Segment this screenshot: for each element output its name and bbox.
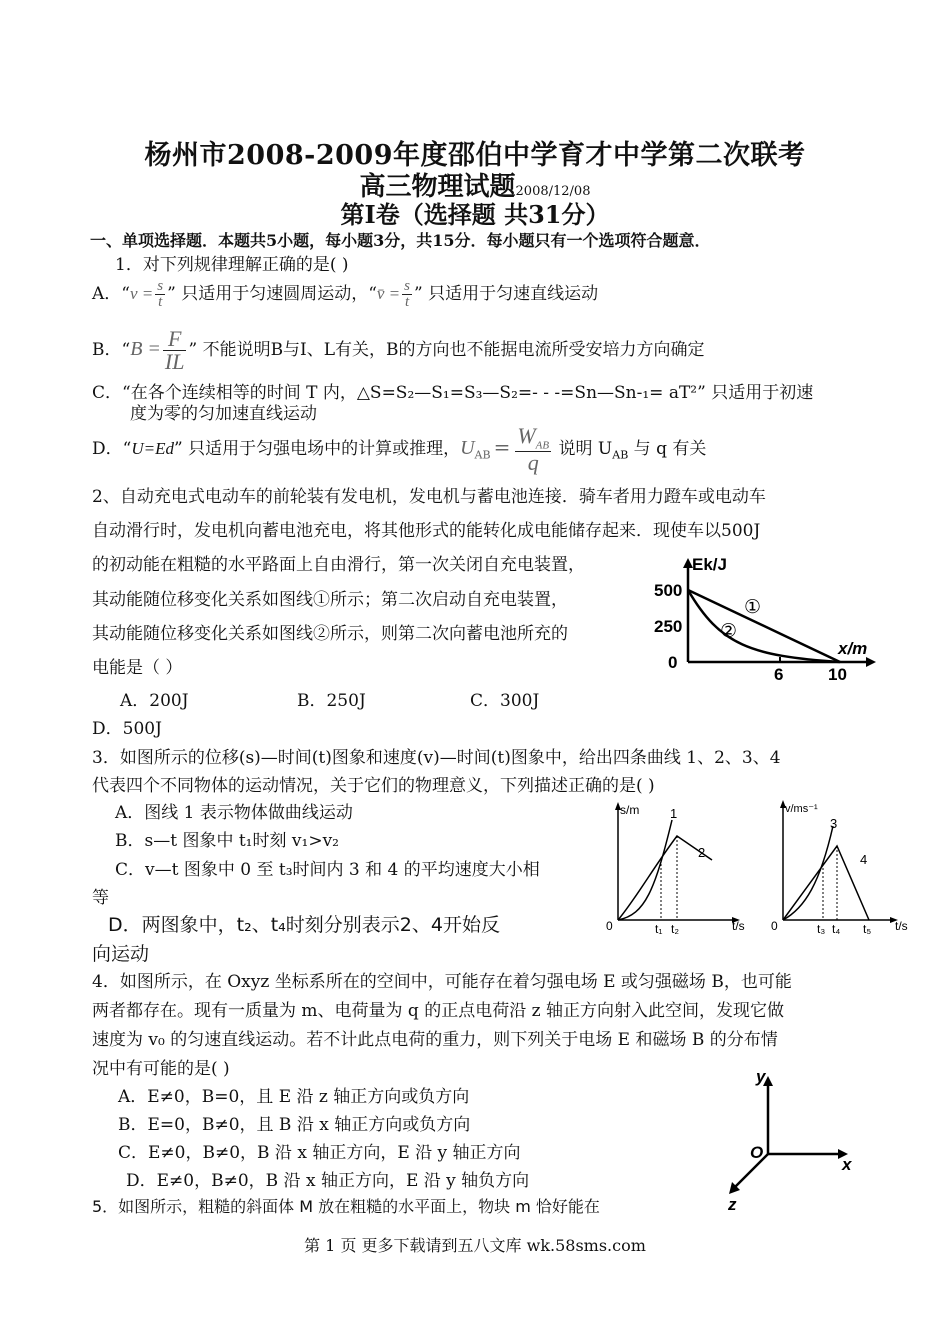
q4-z-label: z (728, 1195, 737, 1214)
q3s-curve2-label: 2 (698, 845, 706, 860)
q4-line4: 况中有可能的是( ) (92, 1059, 230, 1079)
q3-option-d: D．两图象中，t₂、t₄时刻分别表示2、4开始反 (108, 914, 500, 936)
q1-b-prefix: B．“ (92, 340, 131, 360)
q1-option-b (92, 328, 705, 373)
q3v-origin: 0 (771, 919, 778, 933)
q1-d-U: U (460, 437, 475, 459)
subtitle-text: 高三物理试题 (359, 172, 516, 202)
q1-a-den2: t (405, 294, 410, 310)
q4-option-b: B．E=0，B≠0，且 B 沿 x 轴正方向或负方向 (118, 1115, 471, 1135)
q3v-curve3-label: 3 (830, 816, 838, 831)
q4-x-label: x (842, 1155, 852, 1174)
q1-option-c-line2: 度为零的匀加速直线运动 (130, 404, 317, 424)
q1-a-fraction (155, 279, 165, 310)
q3v-t4: t₄ (832, 922, 841, 936)
q1-a-num2: s (404, 278, 411, 294)
q2-line5: 其动能随位移变化关系如图线②所示，则第二次向蓄电池所充的 (92, 624, 568, 644)
q1-d-den: q (527, 450, 539, 476)
q4-option-d: D．E≠0，B≠0，B 沿 x 轴正方向，E 沿 y 轴负方向 (126, 1171, 530, 1191)
q1-option-c-line1: C．“在各个连续相等的时间 T 内，△S=S₂—S₁=S₃—S₂=- - -=Sn—Sn-₁= aT²” 只适用于初速 (92, 383, 814, 403)
q3v-ylabel: v/ms⁻¹ (785, 803, 818, 815)
section-heading: 一、单项选择题．本题共5小题，每小题3分，共15分．每小题只有一个选项符合题意． (90, 231, 711, 250)
q2-x10: 10 (828, 665, 847, 684)
q4-option-c: C．E≠0，B≠0，B 沿 x 轴正方向，E 沿 y 轴正方向 (118, 1143, 521, 1163)
q3s-origin: 0 (606, 919, 613, 933)
page-footer: 第 1 页 更多下载请到五八文库 wk.58sms.com (304, 1236, 646, 1255)
q2-option-d: D．500J (92, 719, 162, 739)
q3-option-a: A．图线 1 表示物体做曲线运动 (115, 803, 353, 823)
q1-d-Usub: AB (474, 448, 491, 462)
q1-option-a (92, 276, 598, 312)
q1-d-suffix-sub: AB (612, 448, 629, 462)
q1-a-mid: ” 只适用于匀速圆周运动，“ (167, 284, 377, 304)
q4-line3: 速度为 v₀ 的匀速直线运动。若不计此点电荷的重力，则下列关于电场 E 和磁场 B 的分布情 (92, 1030, 778, 1050)
q2-option-a: A．200J (120, 691, 189, 711)
q3s-t1: t₁ (655, 922, 663, 936)
q4-y-label: y (756, 1067, 766, 1086)
q3s-t2: t₂ (671, 922, 679, 936)
q1-d-mid: ” 只适用于匀强电场中的计算或推理， (173, 439, 461, 459)
q1-b-den: IL (164, 349, 185, 374)
q3-vt-graph (765, 788, 920, 938)
q1-d-prefix: D．“ (92, 439, 132, 459)
q3s-ylabel: s/m (620, 803, 640, 817)
q2-y500: 500 (654, 581, 683, 600)
q3v-t3: t₃ (817, 922, 826, 936)
q2-option-b: B．250J (297, 691, 366, 711)
q4-origin-label: O (750, 1143, 764, 1162)
q1-d-fraction (515, 422, 551, 476)
q3-option-c: C．v—t 图象中 0 至 t₃时间内 3 和 4 的平均速度大小相 (115, 860, 540, 880)
q2-line1: 2、自动充电式电动车的前轮装有发电机，发电机与蓄电池连接．骑车者用力蹬车或电动车 (92, 487, 766, 507)
q1-a-den: t (158, 294, 163, 310)
q2-x-arrow (866, 657, 876, 667)
q1-option-d (92, 424, 706, 478)
q1-d-suffix: 说明 U (553, 439, 613, 459)
q1-d-num (515, 422, 551, 452)
q5-line1: 5．如图所示，粗糙的斜面体 M 放在粗糙的水平面上，物块 m 恰好能在 (92, 1197, 600, 1216)
q2-x6: 6 (774, 665, 784, 684)
q1-d-eq: = (493, 435, 511, 459)
q2-xlabel: x/m (838, 639, 868, 658)
exam-date: 2008/12/08 (515, 184, 591, 199)
q4-axes-diagram (720, 1062, 870, 1222)
q3-option-d-cont: 向运动 (92, 943, 150, 965)
q1-a-suffix: ” 只适用于匀速直线运动 (414, 284, 599, 304)
q3v-xlabel: t/s (895, 919, 908, 933)
paper-part-title: 第I卷（选择题 共31分） (340, 200, 610, 229)
q3-st-graph (600, 790, 765, 938)
q1-a-prefix: A．“ (92, 284, 130, 304)
q3v-t5: t₅ (863, 922, 872, 936)
q2-line3: 的初动能在粗糙的水平路面上自由滑行，第一次关闭自充电装置， (92, 555, 585, 575)
q4-option-a: A．E≠0，B=0，且 E 沿 z 轴正方向或负方向 (118, 1087, 470, 1107)
q3s-xlabel: t/s (732, 919, 745, 933)
q3v-curve-4 (783, 846, 869, 920)
q1-d-suffix2: 与 q 有关 (628, 439, 707, 459)
q1-d-formula: U=Ed (131, 439, 174, 458)
exam-title: 杨州市2008-2009年度邵伯中学育才中学第二次联考 (144, 140, 806, 171)
q2-origin: 0 (668, 653, 678, 672)
q3-line2: 代表四个不同物体的运动情况，关于它们的物理意义，下列描述正确的是( ) (92, 776, 655, 796)
q3s-curve1-label: 1 (670, 806, 678, 821)
q2-line6: 电能是（ ） (92, 658, 183, 678)
q1-a-vbar: v̄ = (376, 284, 401, 303)
q1-d-W: W (517, 422, 536, 448)
q1-a-fraction2 (402, 279, 412, 310)
q2-energy-graph (640, 550, 885, 688)
q3-line1: 3．如图所示的位移(s)—时间(t)图象和速度(v)—时间(t)图象中，给出四条曲线 1、2、3、4 (92, 748, 781, 768)
q2-curve1-label: ① (744, 597, 762, 618)
q4-line2: 两者都存在。现有一质量为 m、电荷量为 q 的正点电荷沿 z 轴正方向射入此空间，发现它做 (92, 1001, 784, 1021)
q2-curve2-label: ② (720, 621, 738, 642)
q2-line2: 自动滑行时，发电机向蓄电池充电，将其他形式的能转化成电能储存起来．现使车以500J (92, 521, 761, 541)
q1-b-fraction (163, 328, 187, 373)
q1-b-num: F (163, 328, 187, 351)
q2-y250: 250 (654, 617, 683, 636)
q1-a-v: v = (129, 284, 154, 303)
q2-line4: 其动能随位移变化关系如图线①所示；第二次启动自充电装置， (92, 590, 568, 610)
q3s-curve-1 (618, 820, 672, 920)
q1-b-B: B = (130, 338, 161, 360)
q3v-curve-3 (783, 826, 833, 920)
q1-a-num: s (157, 278, 164, 294)
q3-option-b: B．s—t 图象中 t₁时刻 v₁>v₂ (115, 831, 339, 851)
q4-line1: 4．如图所示，在 Oxyz 坐标系所在的空间中，可能存在着匀强电场 E 或匀强磁场 B，也可能 (92, 972, 792, 992)
q2-ylabel: Ek/J (692, 555, 727, 574)
q2-option-c: C．300J (470, 691, 540, 711)
q1-b-suffix: ” 不能说明B与I、L有关，B的方向也不能据电流所受安培力方向确定 (188, 340, 705, 360)
q3v-curve4-label: 4 (860, 852, 868, 867)
q1-d-Wsub: AB (535, 439, 550, 452)
q1-stem: 1．对下列规律理解正确的是( ) (115, 255, 349, 275)
q3-option-c-cont: 等 (92, 888, 109, 908)
